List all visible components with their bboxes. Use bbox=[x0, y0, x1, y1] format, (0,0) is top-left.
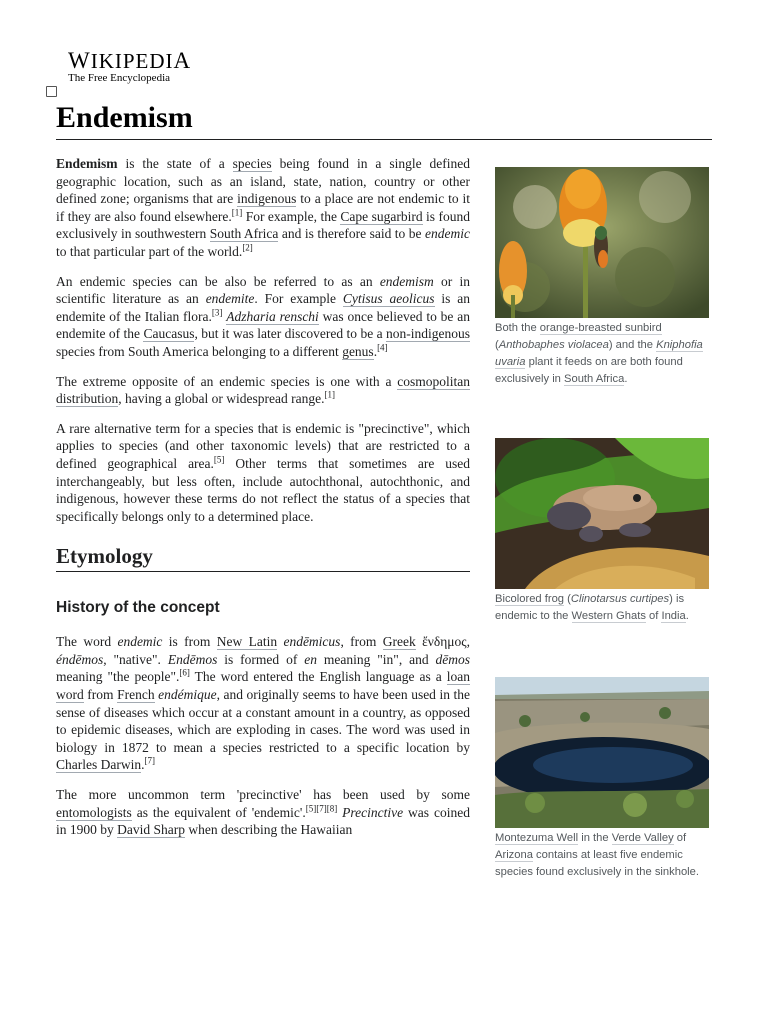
link-cosmopolitan-distribution[interactable]: cosmopolitan distribution bbox=[56, 373, 470, 407]
ref-5-7-8[interactable]: [5][7][8] bbox=[305, 803, 338, 814]
link-new-latin[interactable]: New Latin bbox=[216, 634, 278, 650]
ref-5[interactable]: [5] bbox=[213, 454, 225, 465]
figure-caption-sunbird: Both the orange-breasted sunbird (Anthobaphes violacea) and the Kniphofia uvaria plant it feeds on are both found exclusively in South Africa. bbox=[495, 322, 703, 385]
ref-1[interactable]: [1] bbox=[231, 207, 243, 218]
figure-caption-frog: Bicolored frog (Clinotarsus curtipes) is endemic to the Western Ghats of India. bbox=[495, 593, 689, 622]
link-western-ghats[interactable]: Western Ghats bbox=[571, 610, 646, 622]
link-verde-valley[interactable]: Verde Valley bbox=[611, 832, 674, 844]
bold-term: Endemism bbox=[56, 156, 118, 171]
link-orange-breasted-sunbird[interactable]: orange-breasted sunbird bbox=[539, 322, 662, 334]
link-south-africa-caption[interactable]: South Africa bbox=[564, 373, 625, 385]
intro-paragraph-3: The extreme opposite of an endemic species is one with a cosmopolitan distribution, having a global or widespread range.[1] bbox=[56, 373, 470, 407]
link-david-sharp[interactable]: David Sharp bbox=[117, 822, 186, 838]
link-adzharia-renschi[interactable]: Adzharia renschi bbox=[226, 308, 319, 324]
toc-toggle-icon[interactable] bbox=[46, 86, 57, 97]
subsection-heading-history: History of the concept bbox=[56, 599, 220, 617]
ref-6[interactable]: [6] bbox=[179, 667, 190, 678]
figure-frog bbox=[495, 438, 709, 625]
frog-image[interactable] bbox=[495, 438, 709, 589]
intro-paragraph-2: An endemic species can be also be referred to as an endemism or in scientific literature as an endemite. For example Cytisus aeolicus is an endemite of the Italian flora.[3] Adzharia renschi was once believed to be an endemite of the Caucasus, but it was later discovered to be a non-indigenous species from South America belonging to a different genus.[4] bbox=[56, 273, 471, 359]
link-south-africa[interactable]: South Africa bbox=[209, 226, 279, 242]
ref-1b[interactable]: [1] bbox=[324, 389, 335, 400]
link-cytisus-aeolicus[interactable]: Cytisus aeolicus bbox=[342, 291, 435, 307]
montezuma-well-image[interactable] bbox=[495, 677, 709, 828]
logo-wordmark: WIKIPEDIA bbox=[68, 48, 192, 73]
figure-caption-montezuma-well: Montezuma Well in the Verde Valley of Arizona contains at least five endemic species found exclusively in the sinkhole. bbox=[495, 832, 699, 878]
link-species[interactable]: species bbox=[232, 156, 272, 171]
ref-4[interactable]: [4] bbox=[377, 342, 388, 353]
section-heading-etymology: Etymology bbox=[56, 543, 470, 572]
link-genus[interactable]: genus bbox=[342, 343, 374, 359]
link-charles-darwin[interactable]: Charles Darwin bbox=[56, 757, 142, 773]
link-montezuma-well[interactable]: Montezuma Well bbox=[495, 832, 579, 844]
link-indigenous[interactable]: indigenous bbox=[237, 191, 297, 207]
link-french[interactable]: French bbox=[117, 687, 155, 703]
link-caucasus[interactable]: Caucasus bbox=[143, 326, 195, 342]
ref-2[interactable]: [2] bbox=[242, 242, 253, 253]
link-entomologists[interactable]: entomologists bbox=[56, 804, 132, 820]
page-title: Endemism bbox=[56, 99, 712, 140]
link-greek[interactable]: Greek bbox=[382, 634, 416, 650]
link-arizona[interactable]: Arizona bbox=[495, 849, 533, 861]
logo-tagline: The Free Encyclopedia bbox=[68, 72, 171, 84]
etymology-paragraph-2: The more uncommon term 'precinctive' has been used by some entomologists as the equivalent of 'endemic'.[5][7][8] Precinctive was coined in 1900 by David Sharp when describing the Hawaiian bbox=[56, 787, 470, 838]
intro-paragraph-4: A rare alternative term for a species that is endemic is "precinctive", which applies to species (and other taxonomic levels) that are restricted to a defined geographical area.[5] Other terms that sometimes are used interchangeably, but less often, include autochthonal, autochthonic, and indigenous, however these terms do not reflect the status of a species that specifically belongs only to a determined place. bbox=[56, 420, 470, 524]
etymology-paragraph-1: The word endemic is from New Latin endēmicus, from Greek ἔνδημος, éndēmos, "native". Endēmos is formed of en meaning "in", and dēmos meaning "the people".[6] The word entered the English language as a loan word from French endémique, and originally seems to have been used in the sense of diseases which occur at a constant amount in a country, as opposed to epidemic diseases, which are exploding in cases. The word was used in biology in 1872 to mean a species restricted to a specific location by Charles Darwin.[7] bbox=[56, 634, 471, 773]
link-non-indigenous[interactable]: non-indigenous bbox=[386, 326, 470, 342]
link-india[interactable]: India bbox=[661, 610, 686, 622]
link-loan-word[interactable]: loan word bbox=[56, 669, 471, 703]
sunbird-image[interactable] bbox=[495, 167, 709, 318]
article-body bbox=[56, 155, 470, 851]
figure-sunbird bbox=[495, 167, 709, 388]
wikipedia-logo[interactable] bbox=[68, 50, 191, 85]
link-bicolored-frog[interactable]: Bicolored frog bbox=[495, 593, 565, 605]
ref-7[interactable]: [7] bbox=[144, 755, 155, 766]
intro-paragraph-1: Endemism is the state of a species being found in a single defined geographic location, such as an island, state, nation, country or other defined zone; organisms that are indigenous to a place are not endemic to it if they are also found elsewhere.[1] For example, the Cape sugarbird is found exclusively in southwestern South Africa and is therefore said to be endemic to that particular part of the world.[2] bbox=[56, 156, 470, 259]
figure-montezuma-well bbox=[495, 677, 709, 881]
ref-3[interactable]: [3] bbox=[211, 307, 223, 318]
link-kniphofia-uvaria[interactable]: Kniphofia uvaria bbox=[495, 339, 703, 368]
link-cape-sugarbird[interactable]: Cape sugarbird bbox=[340, 208, 423, 224]
